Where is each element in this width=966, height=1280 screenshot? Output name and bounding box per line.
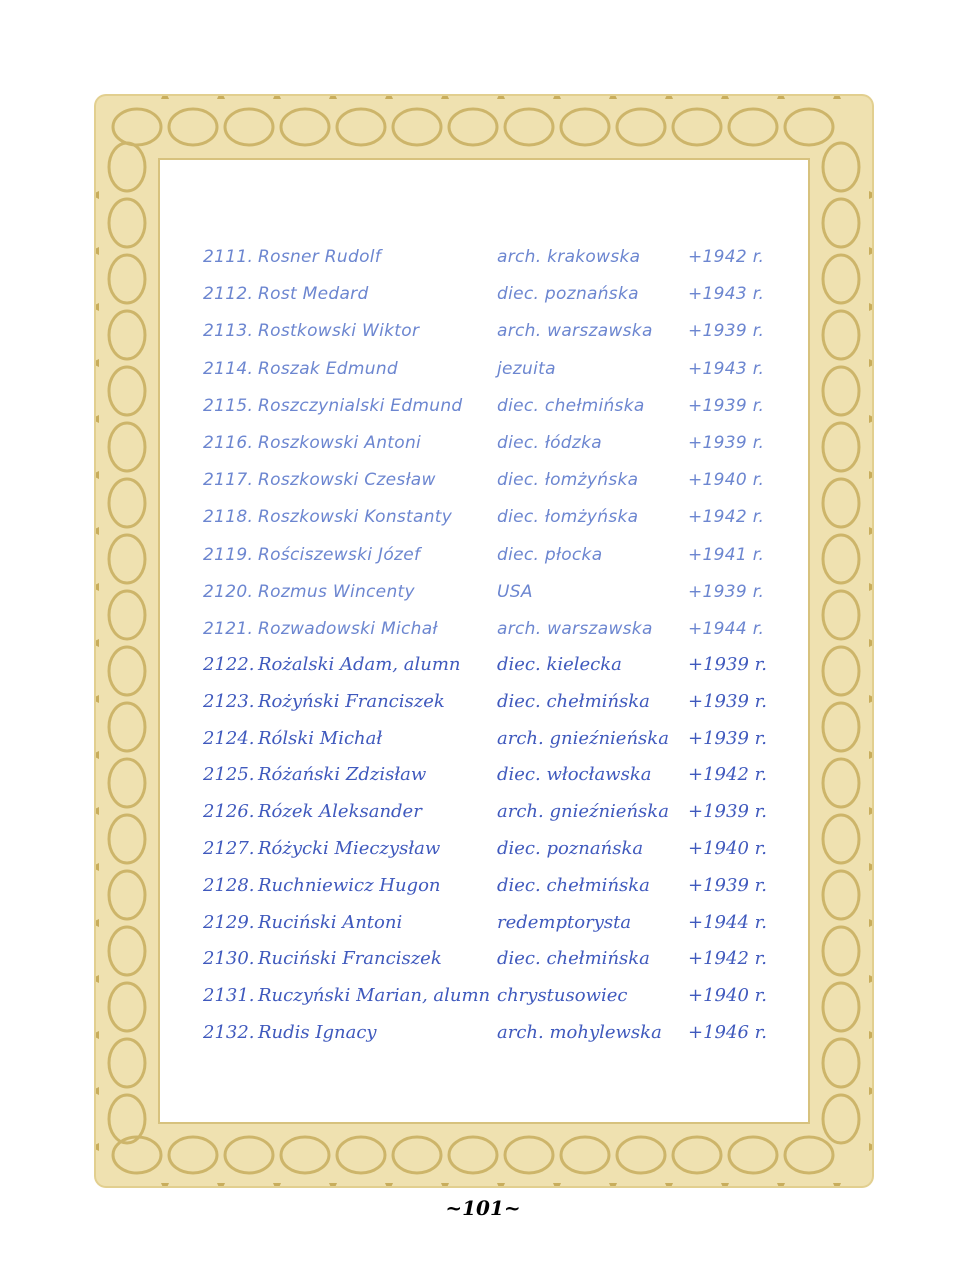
list-item xyxy=(0,760,966,790)
entry-number: 2127. xyxy=(203,838,255,859)
list-item xyxy=(0,834,966,864)
entry-diocese: diec. chełmińska xyxy=(497,395,645,416)
list-item xyxy=(0,465,966,495)
entry-death-year: +1939 r. xyxy=(688,581,765,602)
list-item xyxy=(0,797,966,827)
entry-diocese: arch. krakowska xyxy=(497,247,641,267)
entry-name: Roszkowski Czesław xyxy=(258,470,436,491)
entry-name: Rożyński Franciszek xyxy=(258,690,445,712)
entry-death-year: +1944 r. xyxy=(688,619,765,639)
entry-number: 2129. xyxy=(203,911,255,933)
entry-name: Różański Zdzisław xyxy=(258,764,427,786)
list-item xyxy=(0,1018,966,1048)
entry-death-year: +1939 r. xyxy=(688,690,767,712)
list-item xyxy=(0,687,966,717)
entry-death-year: +1940 r. xyxy=(688,838,767,859)
entry-number: 2130. xyxy=(203,948,255,970)
entry-number: 2114. xyxy=(203,358,254,379)
entry-diocese: arch. gnieźnieńska xyxy=(497,727,669,749)
entry-number: 2116. xyxy=(203,433,254,453)
entry-name: Rudis Ignacy xyxy=(258,1022,377,1043)
entry-number: 2113. xyxy=(203,321,254,342)
list-item xyxy=(0,577,966,607)
entry-name: Roszak Edmund xyxy=(258,358,398,379)
entry-death-year: +1940 r. xyxy=(688,985,767,1007)
entry-name: Roszkowski Antoni xyxy=(258,433,422,453)
entry-death-year: +1944 r. xyxy=(688,911,767,933)
list-item xyxy=(0,650,966,680)
entry-diocese: diec. włocławska xyxy=(497,764,652,786)
entry-name: Ruciński Antoni xyxy=(258,911,403,933)
entry-diocese: diec. łomżyńska xyxy=(497,470,639,491)
entry-number: 2125. xyxy=(203,764,255,786)
list-item xyxy=(0,428,966,458)
list-item xyxy=(0,391,966,421)
entry-diocese: diec. kielecka xyxy=(497,654,622,675)
entry-name: Ruczyński Marian, alumn xyxy=(258,985,491,1007)
entry-death-year: +1939 r. xyxy=(688,433,765,453)
entry-name: Rólski Michał xyxy=(258,727,383,749)
entry-number: 2111. xyxy=(203,247,254,267)
entry-number: 2131. xyxy=(203,985,255,1007)
entry-number: 2121. xyxy=(203,619,254,639)
entry-name: Ruchniewicz Hugon xyxy=(258,874,441,896)
entry-name: Rostkowski Wiktor xyxy=(258,321,420,342)
entry-death-year: +1942 r. xyxy=(688,764,767,786)
entry-death-year: +1939 r. xyxy=(688,395,765,416)
list-item xyxy=(0,279,966,309)
entry-death-year: +1939 r. xyxy=(688,654,767,675)
entry-death-year: +1939 r. xyxy=(688,874,767,896)
entry-diocese: diec. chełmińska xyxy=(497,874,650,896)
entry-name: Ruciński Franciszek xyxy=(258,948,442,970)
entry-diocese: arch. warszawska xyxy=(497,321,653,342)
list-item xyxy=(0,724,966,754)
entry-name: Rost Medard xyxy=(258,284,369,305)
entry-death-year: +1942 r. xyxy=(688,507,765,528)
entry-death-year: +1942 r. xyxy=(688,247,765,267)
entry-name: Rozwadowski Michał xyxy=(258,619,438,639)
entry-number: 2123. xyxy=(203,690,255,712)
entry-number: 2120. xyxy=(203,581,254,602)
entry-name: Rozmus Wincenty xyxy=(258,581,415,602)
list-item xyxy=(0,908,966,938)
entry-death-year: +1939 r. xyxy=(688,321,765,342)
entry-number: 2128. xyxy=(203,874,255,896)
entry-number: 2118. xyxy=(203,507,254,528)
entry-name: Rosner Rudolf xyxy=(258,247,382,267)
entry-death-year: +1941 r. xyxy=(688,544,765,565)
entry-name: Roszkowski Konstanty xyxy=(258,507,453,528)
entry-diocese: diec. łódzka xyxy=(497,433,602,453)
entry-number: 2119. xyxy=(203,544,254,565)
entry-diocese: arch. mohylewska xyxy=(497,1022,662,1043)
entry-name: Roszczynialski Edmund xyxy=(258,395,463,416)
entry-name: Różycki Mieczysław xyxy=(258,838,441,859)
entry-number: 2112. xyxy=(203,284,254,305)
entry-diocese: diec. łomżyńska xyxy=(497,507,639,528)
entry-death-year: +1946 r. xyxy=(688,1022,767,1043)
entry-diocese: USA xyxy=(497,581,533,602)
entry-diocese: chrystusowiec xyxy=(497,985,628,1007)
list-item xyxy=(0,540,966,570)
entry-name: Rożalski Adam, alumn xyxy=(258,654,461,675)
list-item xyxy=(0,981,966,1011)
list-item xyxy=(0,316,966,346)
list-item xyxy=(0,614,966,644)
entry-number: 2117. xyxy=(203,470,254,491)
entry-name: Rózek Aleksander xyxy=(258,801,422,823)
entry-number: 2122. xyxy=(203,654,255,675)
entry-diocese: redemptorysta xyxy=(497,911,632,933)
entry-death-year: +1939 r. xyxy=(688,801,767,823)
list-item xyxy=(0,242,966,272)
list-item xyxy=(0,502,966,532)
entry-death-year: +1942 r. xyxy=(688,948,767,970)
entry-name: Rościszewski Józef xyxy=(258,544,421,565)
entry-number: 2132. xyxy=(203,1022,255,1043)
entry-diocese: arch. warszawska xyxy=(497,619,653,639)
entry-death-year: +1943 r. xyxy=(688,358,765,379)
entry-number: 2115. xyxy=(203,395,254,416)
page-number: ~101~ xyxy=(445,1196,521,1220)
entry-diocese: diec. poznańska xyxy=(497,284,639,305)
entry-death-year: +1943 r. xyxy=(688,284,765,305)
entry-number: 2124. xyxy=(203,727,255,749)
list-item xyxy=(0,944,966,974)
entry-number: 2126. xyxy=(203,801,255,823)
entry-death-year: +1939 r. xyxy=(688,727,767,749)
entry-diocese: diec. poznańska xyxy=(497,838,644,859)
entry-diocese: diec. chełmińska xyxy=(497,948,650,970)
list-item xyxy=(0,354,966,384)
list-item xyxy=(0,871,966,901)
entry-diocese: arch. gnieźnieńska xyxy=(497,801,669,823)
entry-diocese: jezuita xyxy=(497,358,556,379)
entry-diocese: diec. chełmińska xyxy=(497,690,650,712)
entry-death-year: +1940 r. xyxy=(688,470,765,491)
entry-diocese: diec. płocka xyxy=(497,544,603,565)
